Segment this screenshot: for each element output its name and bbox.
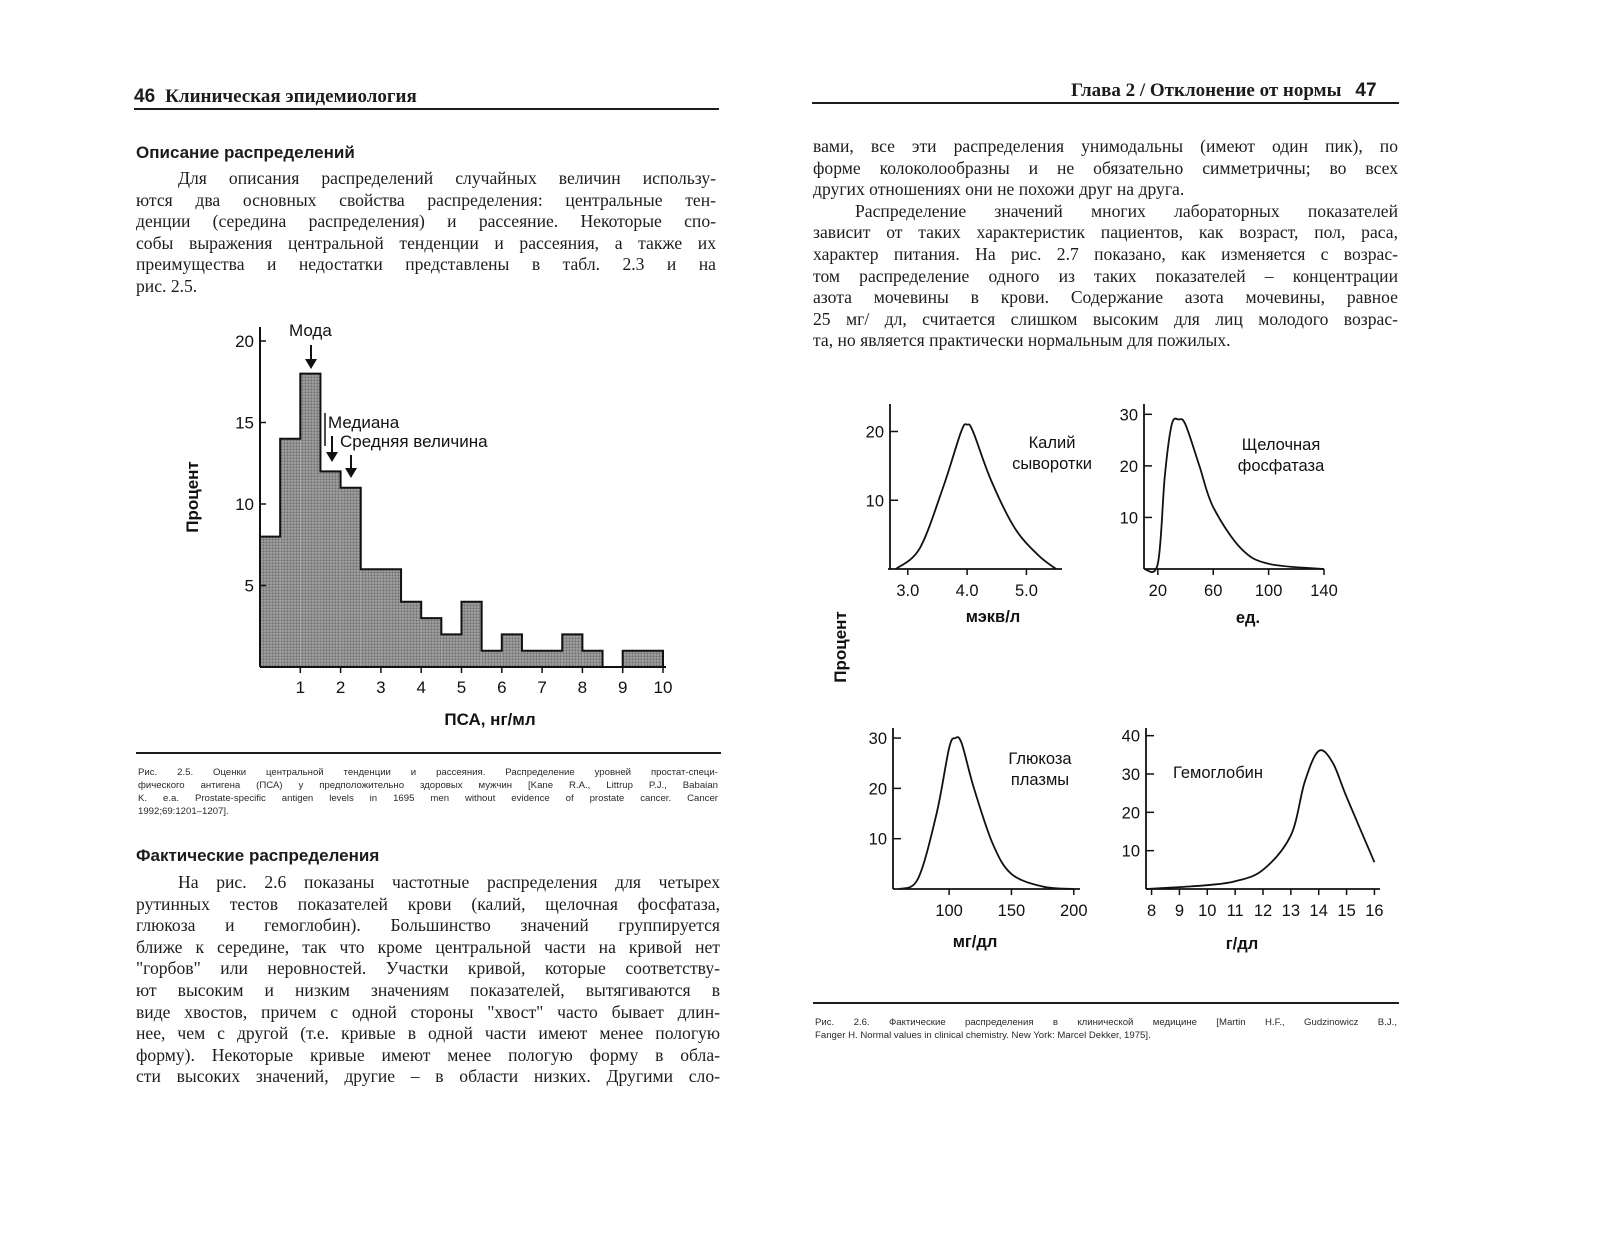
text-line: азота мочевины в крови. Содержание азота мочевины, равное xyxy=(813,287,1398,308)
x-tick-label: 100 xyxy=(1254,582,1283,600)
panel-glucose xyxy=(869,728,1088,951)
panel-glucose-unit: мг/дл xyxy=(952,933,998,951)
text-line: рис. 2.5. xyxy=(136,275,198,296)
x-tick-label: 7 xyxy=(537,678,547,697)
text-line: том распределение одного из таких показателей – концентрации xyxy=(813,265,1398,286)
x-tick-label: 1 xyxy=(295,678,306,697)
y-tick-label: 15 xyxy=(235,413,254,433)
text-line: 25 мг/ дл, считается слишком высоким для лиц молодого возрас- xyxy=(813,308,1398,329)
text-line: рутинных тестов показателей крови (калий, щелочная фосфатаза, xyxy=(136,893,720,914)
x-tick-label: 4.0 xyxy=(955,582,979,600)
y-tick-label: 20 xyxy=(235,332,254,351)
x-tick-label: 11 xyxy=(1226,902,1244,920)
text-line: характер питания. На рис. 2.7 показано, как изменяется с возрас- xyxy=(813,243,1398,264)
section-title-1: Описание распределений xyxy=(136,143,355,162)
x-tick-label: 150 xyxy=(997,902,1026,920)
caption-line: 1992;69:1201–1207]. xyxy=(138,806,229,817)
x-tick-label: 15 xyxy=(1337,902,1356,920)
panel-glucose-title: плазмы xyxy=(1010,771,1070,789)
panel-potassium-unit: мэкв/л xyxy=(965,608,1021,626)
panel-hemoglobin-title: Гемоглобин xyxy=(1173,764,1263,782)
text-line: ближе к середине, так что кроме центральной части на кривой нет xyxy=(136,936,720,957)
x-tick-label: 10 xyxy=(653,678,673,697)
median-label: Медиана xyxy=(328,413,400,432)
x-tick-label: 5.0 xyxy=(1014,582,1038,600)
caption-line: Рис. 2.5. Оценки центральной тенденции и рассеяния. Распределение уровней простат-специ- xyxy=(138,767,718,778)
text-line: ют высоким и низким значениям показателей, вытягиваются в xyxy=(136,979,720,1000)
caption-line: фического антигена (ПСА) у предположительно здоровых мужчин [Kane R.A., Littrup P.J., Babaian xyxy=(138,780,718,791)
y-tick-label: 10 xyxy=(235,495,254,514)
y-axis-label: Процент xyxy=(183,461,202,533)
y-tick-label: 20 xyxy=(868,780,887,799)
x-tick-label: 12 xyxy=(1253,902,1273,920)
y-tick-label: 10 xyxy=(865,492,884,511)
text-line: Распределение значений многих лабораторных показателей xyxy=(855,200,1398,221)
x-tick-label: 100 xyxy=(935,902,963,920)
x-tick-label: 13 xyxy=(1281,902,1301,920)
panel-hemoglobin-unit: г/дл xyxy=(1225,935,1259,953)
text-line: Для описания распределений случайных величин использу- xyxy=(178,168,716,188)
text-line: форму). Некоторые кривые имеют менее пологую форму в обла- xyxy=(136,1044,720,1065)
y-tick-label: 10 xyxy=(1119,509,1138,528)
x-tick-label: 8 xyxy=(1146,902,1157,920)
text-line: виде хвостов, причем с одной стороны "хвост" часто бывает длин- xyxy=(136,1001,720,1022)
caption-line: K. e.a. Prostate-specific antigen levels in 1695 men without evidence of prostate cancer. Cancer xyxy=(138,793,718,804)
panel-glucose-title: Глюкоза xyxy=(1008,750,1072,768)
text-line: преимущества и недостатки представлены в табл. 2.3 и на xyxy=(136,254,716,275)
text-line: форме колоколообразны и не обязательно симметричны; во всех xyxy=(813,157,1398,178)
x-tick-label: 4 xyxy=(416,678,426,697)
text-line: "горбов" или неровностей. Участки кривой, которые соответству- xyxy=(136,958,720,979)
section-title-2: Фактические распределения xyxy=(136,846,380,865)
panel-phosphatase-unit: ед. xyxy=(1235,609,1261,627)
x-tick-label: 16 xyxy=(1365,902,1384,920)
figure-2-6-caption xyxy=(815,1016,1397,1042)
panel-potassium-title: сыворотки xyxy=(1012,455,1092,473)
panel-phosphatase xyxy=(1120,404,1338,627)
text-line: глюкоза и гемоглобин). Большинство значений группируется xyxy=(136,915,720,936)
mean-label: Средняя величина xyxy=(340,432,488,451)
y-tick-label: 30 xyxy=(1119,406,1138,425)
y-tick-label: 10 xyxy=(1121,842,1140,861)
mode-label: Мода xyxy=(289,321,332,340)
y-tick-label: 40 xyxy=(1121,727,1140,746)
y-tick-label: 20 xyxy=(1119,457,1138,476)
x-axis-label: ПСА, нг/мл xyxy=(444,710,536,729)
right-page-number: 47 xyxy=(1355,80,1377,101)
caption-line: Fanger H. Normal values in clinical chemistry. New York: Marcel Dekker, 1975]. xyxy=(815,1030,1151,1041)
x-tick-label: 3 xyxy=(376,678,386,697)
figure-2-6-rule xyxy=(813,1002,1399,1004)
text-line: собы выражения центральной тенденции и рассеяния, а также их xyxy=(136,232,716,253)
text-line: вами, все эти распределения унимодальны (имеют один пик), по xyxy=(813,136,1398,156)
x-tick-label: 10 xyxy=(1198,902,1217,920)
left-page-number: 46 xyxy=(134,86,156,107)
x-tick-label: 9 xyxy=(617,678,628,697)
x-tick-label: 200 xyxy=(1060,902,1088,920)
text-line: нее, чем с другой (т.е. кривые в одной части имеют менее пологую xyxy=(136,1023,720,1044)
x-tick-label: 9 xyxy=(1174,902,1185,920)
text-line: та, но является практически нормальным для пожилых. xyxy=(813,330,1231,351)
text-line: зависит от таких характеристик пациентов, как возраст, пол, раса, xyxy=(813,222,1398,243)
panel-potassium xyxy=(866,404,1092,626)
x-tick-label: 6 xyxy=(497,678,507,697)
y-tick-label: 30 xyxy=(1121,766,1140,784)
text-line: ются два основных свойства распределения: центральные тен- xyxy=(136,189,716,210)
y-tick-label: 30 xyxy=(868,730,887,749)
x-tick-label: 5 xyxy=(456,678,467,697)
caption-line: Рис. 2.6. Фактические распределения в клинической медицине [Martin H.F., Gudzinowicz B.J., xyxy=(815,1017,1397,1028)
y-tick-label: 20 xyxy=(1121,804,1140,823)
x-tick-label: 3.0 xyxy=(896,582,920,600)
y-tick-label: 20 xyxy=(865,423,884,442)
y-tick-label: 5 xyxy=(244,576,254,596)
text-line: других отношениях они не похожи друг на друга. xyxy=(813,179,1185,200)
x-tick-label: 8 xyxy=(577,678,588,697)
panel-phosphatase-title: Щелочная xyxy=(1241,436,1321,454)
x-tick-label: 2 xyxy=(335,678,346,697)
x-tick-label: 20 xyxy=(1148,582,1168,600)
x-tick-label: 140 xyxy=(1310,582,1338,600)
panel-hemoglobin xyxy=(1122,728,1384,953)
x-tick-label: 14 xyxy=(1309,902,1328,920)
text-line: денции (середина распределения) и рассеяние. Некоторые спо- xyxy=(136,211,716,232)
panel-phosphatase-title: фосфатаза xyxy=(1237,457,1325,475)
text-line: сти высоких значений, другие – в области низких. Другими сло- xyxy=(136,1066,720,1087)
y-tick-label: 10 xyxy=(868,830,887,849)
figure-2-6-ylabel: Процент xyxy=(831,611,850,683)
panel-potassium-title: Калий xyxy=(1028,434,1076,452)
text-line: На рис. 2.6 показаны частотные распределения для четырех xyxy=(178,872,720,892)
chapter-title: Глава 2 / Отклонение от нормы xyxy=(1071,80,1342,101)
left-book-title: Клиническая эпидемиология xyxy=(165,86,417,107)
x-tick-label: 60 xyxy=(1204,582,1223,600)
